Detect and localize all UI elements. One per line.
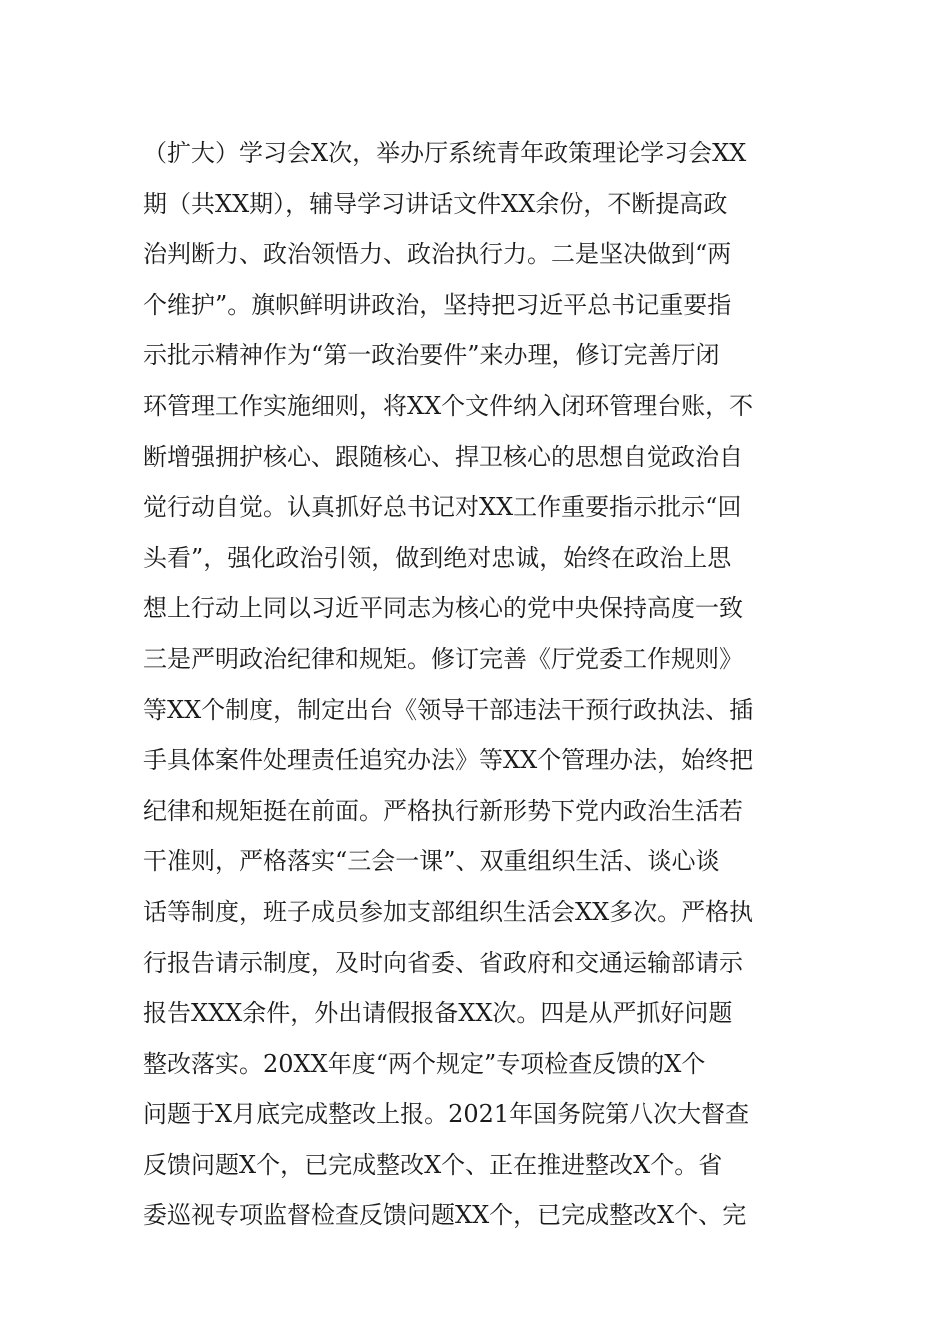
- body-text: [143, 128, 815, 1241]
- text-line: 治判断力、政治领悟力、政治执行力。二是坚决做到“两: [143, 240, 732, 269]
- text-line: （扩大）学习会X次，举办厅系统青年政策理论学习会XX: [143, 139, 747, 167]
- text-line: 行报告请示制度，及时向省委、省政府和交通运输部请示: [143, 948, 743, 977]
- text-line: 觉行动自觉。认真抓好总书记对XX工作重要指示批示“回: [143, 493, 742, 522]
- text-line: 示批示精神作为“第一政治要件”来办理，修订完善厅闭: [143, 341, 720, 370]
- text-line: 反馈问题X个，已完成整改X个、正在推进整改X个。省: [143, 1150, 723, 1179]
- text-line: 整改落实。20XX年度“两个规定”专项检查反馈的X个: [143, 1049, 706, 1078]
- text-line: 纪律和规矩挺在前面。严格执行新形势下党内政治生活若: [143, 796, 743, 825]
- text-line: 报告XXX余件，外出请假报备XX次。四是从严抓好问题: [143, 999, 733, 1028]
- text-line: 等XX个制度，制定出台《领导干部违法干预行政执法、插: [143, 695, 754, 724]
- text-line: 问题于X月底完成整改上报。2021年国务院第八次大督查: [143, 1100, 750, 1129]
- text-line: 期（共XX期），辅导学习讲话文件XX余份，不断提高政: [143, 189, 728, 218]
- text-line: 干准则，严格落实“三会一课”、双重组织生活、谈心谈: [143, 847, 720, 876]
- text-line: 话等制度，班子成员参加支部组织生活会XX多次。严格执: [143, 897, 754, 926]
- text-line: 委巡视专项监督检查反馈问题XX个，已完成整改X个、完: [143, 1201, 747, 1230]
- text-line: 想上行动上同以习近平同志为核心的党中央保持高度一致: [143, 594, 743, 623]
- text-line: 头看”，强化政治引领，做到绝对忠诚，始终在政治上思: [143, 543, 732, 572]
- text-line: 个维护”。旗帜鲜明讲政治，坚持把习近平总书记重要指: [143, 290, 732, 319]
- text-line: 三是严明政治纪律和规矩。修订完善《厅党委工作规则》: [143, 644, 743, 673]
- text-line: 环管理工作实施细则，将XX个文件纳入闭环管理台账，不: [143, 391, 754, 420]
- text-line: 手具体案件处理责任追究办法》等XX个管理办法，始终把: [143, 746, 754, 775]
- text-line: 断增强拥护核心、跟随核心、捍卫核心的思想自觉政治自: [143, 442, 743, 471]
